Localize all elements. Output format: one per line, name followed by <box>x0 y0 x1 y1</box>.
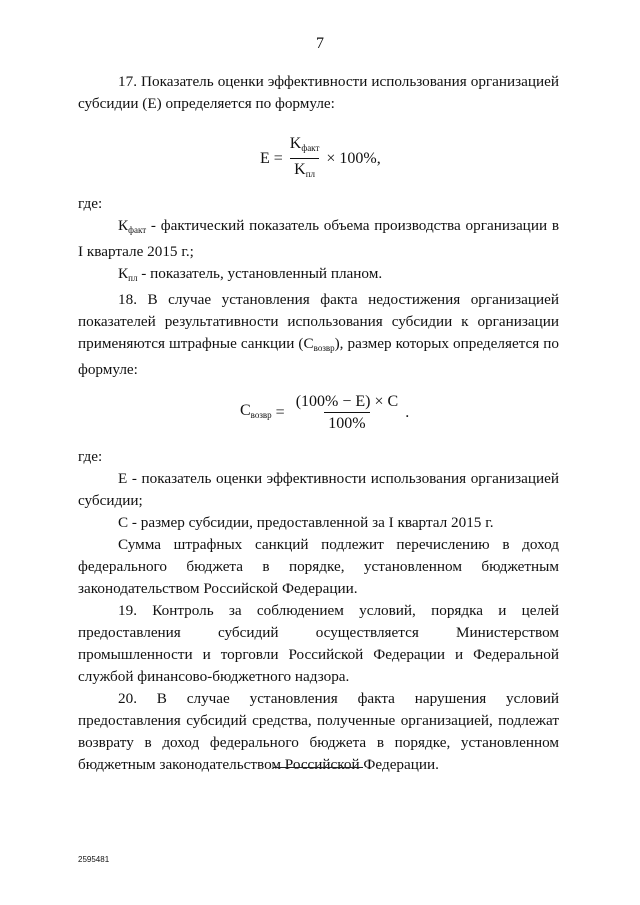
e-definition: Е - показатель оценки эффективности использования организацией субсидии; <box>78 470 559 509</box>
formula-fraction: $\frac{K_{факт}}{K_{пл}}$ <box>286 135 324 183</box>
efficiency-formula <box>78 115 559 193</box>
formula-lhs: E = <box>260 150 283 167</box>
paragraph-20: 20. В случае установления факта нарушения условий предоставления субсидий средства, полученные организацией, подлежат возврату в доход федерального бюджета в порядке, установленном бюджетным законодательством Российской Федерации. <box>78 690 559 773</box>
page-number: 7 <box>316 35 324 52</box>
formula2-lhs: $C_{возвр}$ <box>240 402 272 420</box>
document-body <box>78 71 559 776</box>
end-separator <box>273 767 363 768</box>
formula-rhs: × 100%, <box>326 150 381 167</box>
formula2-fraction: $\frac{(100\% - E) \times C}{100\%}$ <box>295 393 399 432</box>
paragraph-19: 19. Контроль за соблюдением условий, порядка и целей предоставления субсидий осуществляется Министерством промышленности и торговли Российской Федерации и Федеральной службой финансово-бюджетного надзора. <box>78 602 559 685</box>
c-definition: С - размер субсидии, предоставленной за I квартал 2015 г. <box>118 514 494 531</box>
paragraph-18: 18. В случае установления факта недостижения организацией показателей результативности использования субсидии к организации применяются штрафные санкции $(С_{возвр})$, размер которых определяется по формуле: <box>78 291 559 378</box>
k-fact-definition: $К_{факт}$ - фактический показатель объема производства организации в I квартале 2015 г.; <box>78 217 559 260</box>
paragraph-17: 17. Показатель оценки эффективности использования организацией субсидии (Е) определяется по формуле: <box>78 73 559 112</box>
penalty-formula: $C_{возвр}$ = $\frac{(100\% - E) \times C}{100\%}$ . <box>240 393 410 432</box>
document-code: 2595481 <box>78 855 110 864</box>
penalty-paragraph: Сумма штрафных санкций подлежит перечислению в доход федерального бюджета в порядке, установленном бюджетным законодательством Российской Федерации. <box>78 536 559 597</box>
k-pl-definition: $К_{пл}$ - показатель, установленный планом. <box>118 265 383 283</box>
where-label-1: где: <box>78 195 103 212</box>
where-label-2: где: <box>78 448 103 465</box>
